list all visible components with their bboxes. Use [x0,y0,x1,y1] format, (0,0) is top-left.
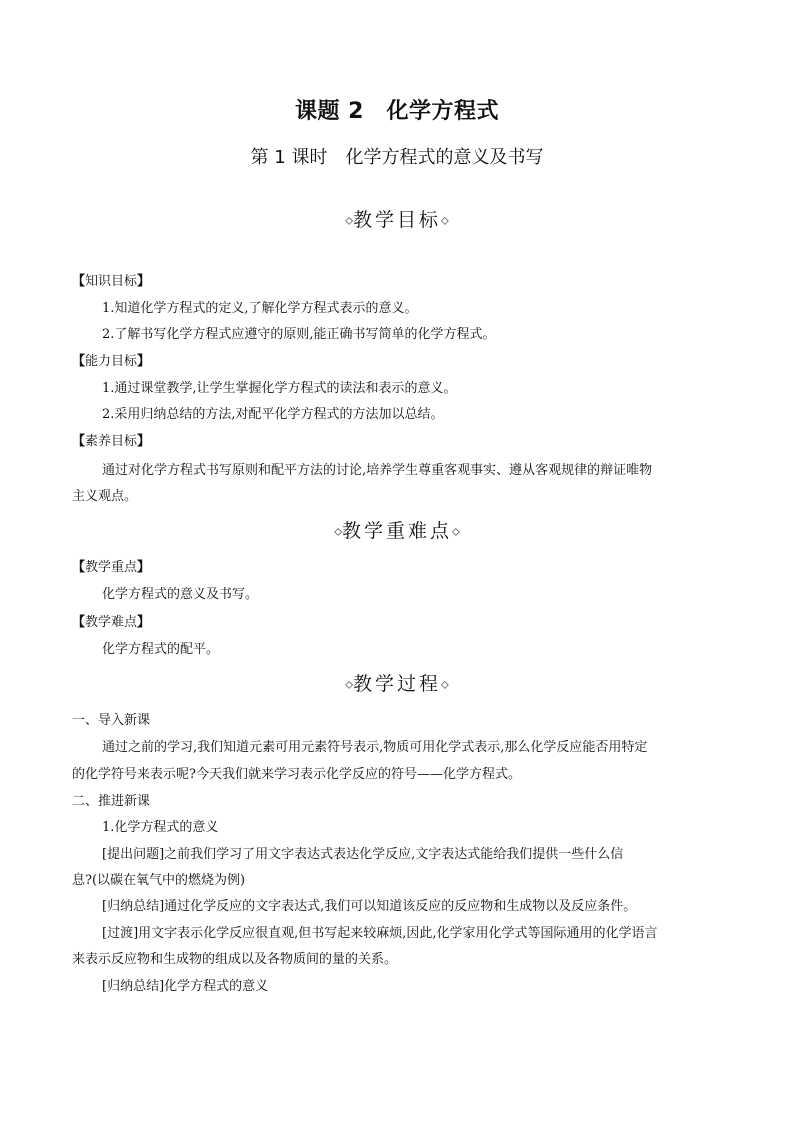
diamond-icon: ◇ [334,526,342,538]
summary-2: [归纳总结]化学方程式的意义 [102,979,269,994]
process-part1-line-2: 的化学符号来表示呢?今天我们就来学习表示化学反应的符号——化学方程式。 [72,767,521,782]
diamond-icon: ◇ [441,679,449,691]
diamond-icon: ◇ [345,215,353,227]
section-heading-key-points: ◇教学重难点◇ [334,520,460,542]
diamond-icon: ◇ [345,679,353,691]
teaching-difficulty-text: 化学方程式的配平。 [102,642,220,657]
knowledge-item-1: 1.知道化学方程式的定义,了解化学方程式表示的意义。 [102,301,418,316]
lesson-subtitle: 第 1 课时 化学方程式的意义及书写 [250,147,544,168]
diamond-icon: ◇ [441,215,449,227]
process-part2-heading: 二、推进新课 [72,794,151,809]
process-part1-line-1: 通过之前的学习,我们知道元素可用元素符号表示,物质可用化学式表示,那么化学反应能否用特定 [102,740,648,755]
knowledge-item-2: 2.了解书写化学方程式应遵守的原则,能正确书写简单的化学方程式。 [102,327,496,342]
transition-line-2: 来表示反应物和生成物的组成以及各物质间的量的关系。 [72,952,398,967]
teaching-difficulty-label: 【教学难点】 [72,615,151,630]
process-part1-heading: 一、导入新课 [72,713,151,728]
ability-item-2: 2.采用归纳总结的方法,对配平化学方程式的方法加以总结。 [102,407,444,422]
teaching-focus-text: 化学方程式的意义及书写。 [102,587,259,602]
literacy-text-line-2: 主义观点。 [72,489,138,504]
lesson-title: 课题 2 化学方程式 [295,99,499,124]
ability-item-1: 1.通过课堂教学,让学生掌握化学方程式的读法和表示的意义。 [102,381,457,396]
transition-line-1: [过渡]用文字表示化学反应很直观,但书写起来较麻烦,因此,化学家用化学式等国际通用的化学语言 [102,926,658,941]
section-heading-objectives: ◇教学目标◇ [345,209,449,231]
summary-1: [归纳总结]通过化学反应的文字表达式,我们可以知道该反应的反应物和生成物以及反应条件。 [102,899,637,914]
section-heading-process: ◇教学过程◇ [345,673,449,695]
teaching-focus-label: 【教学重点】 [72,560,151,575]
process-part2-item-1: 1.化学方程式的意义 [102,820,219,835]
knowledge-objectives-label: 【知识目标】 [72,274,151,289]
literacy-text-line-1: 通过对化学方程式书写原则和配平方法的讨论,培养学生尊重客观事实、遵从客观规律的辩证唯物 [102,463,653,478]
question-line-1: [提出问题]之前我们学习了用文字表达式表达化学反应,文字表达式能给我们提供一些什么信 [102,847,624,862]
ability-objectives-label: 【能力目标】 [72,354,151,369]
diamond-icon: ◇ [452,526,460,538]
literacy-objectives-label: 【素养目标】 [72,434,151,449]
question-line-2: 息?(以碳在氧气中的燃烧为例) [72,873,246,888]
